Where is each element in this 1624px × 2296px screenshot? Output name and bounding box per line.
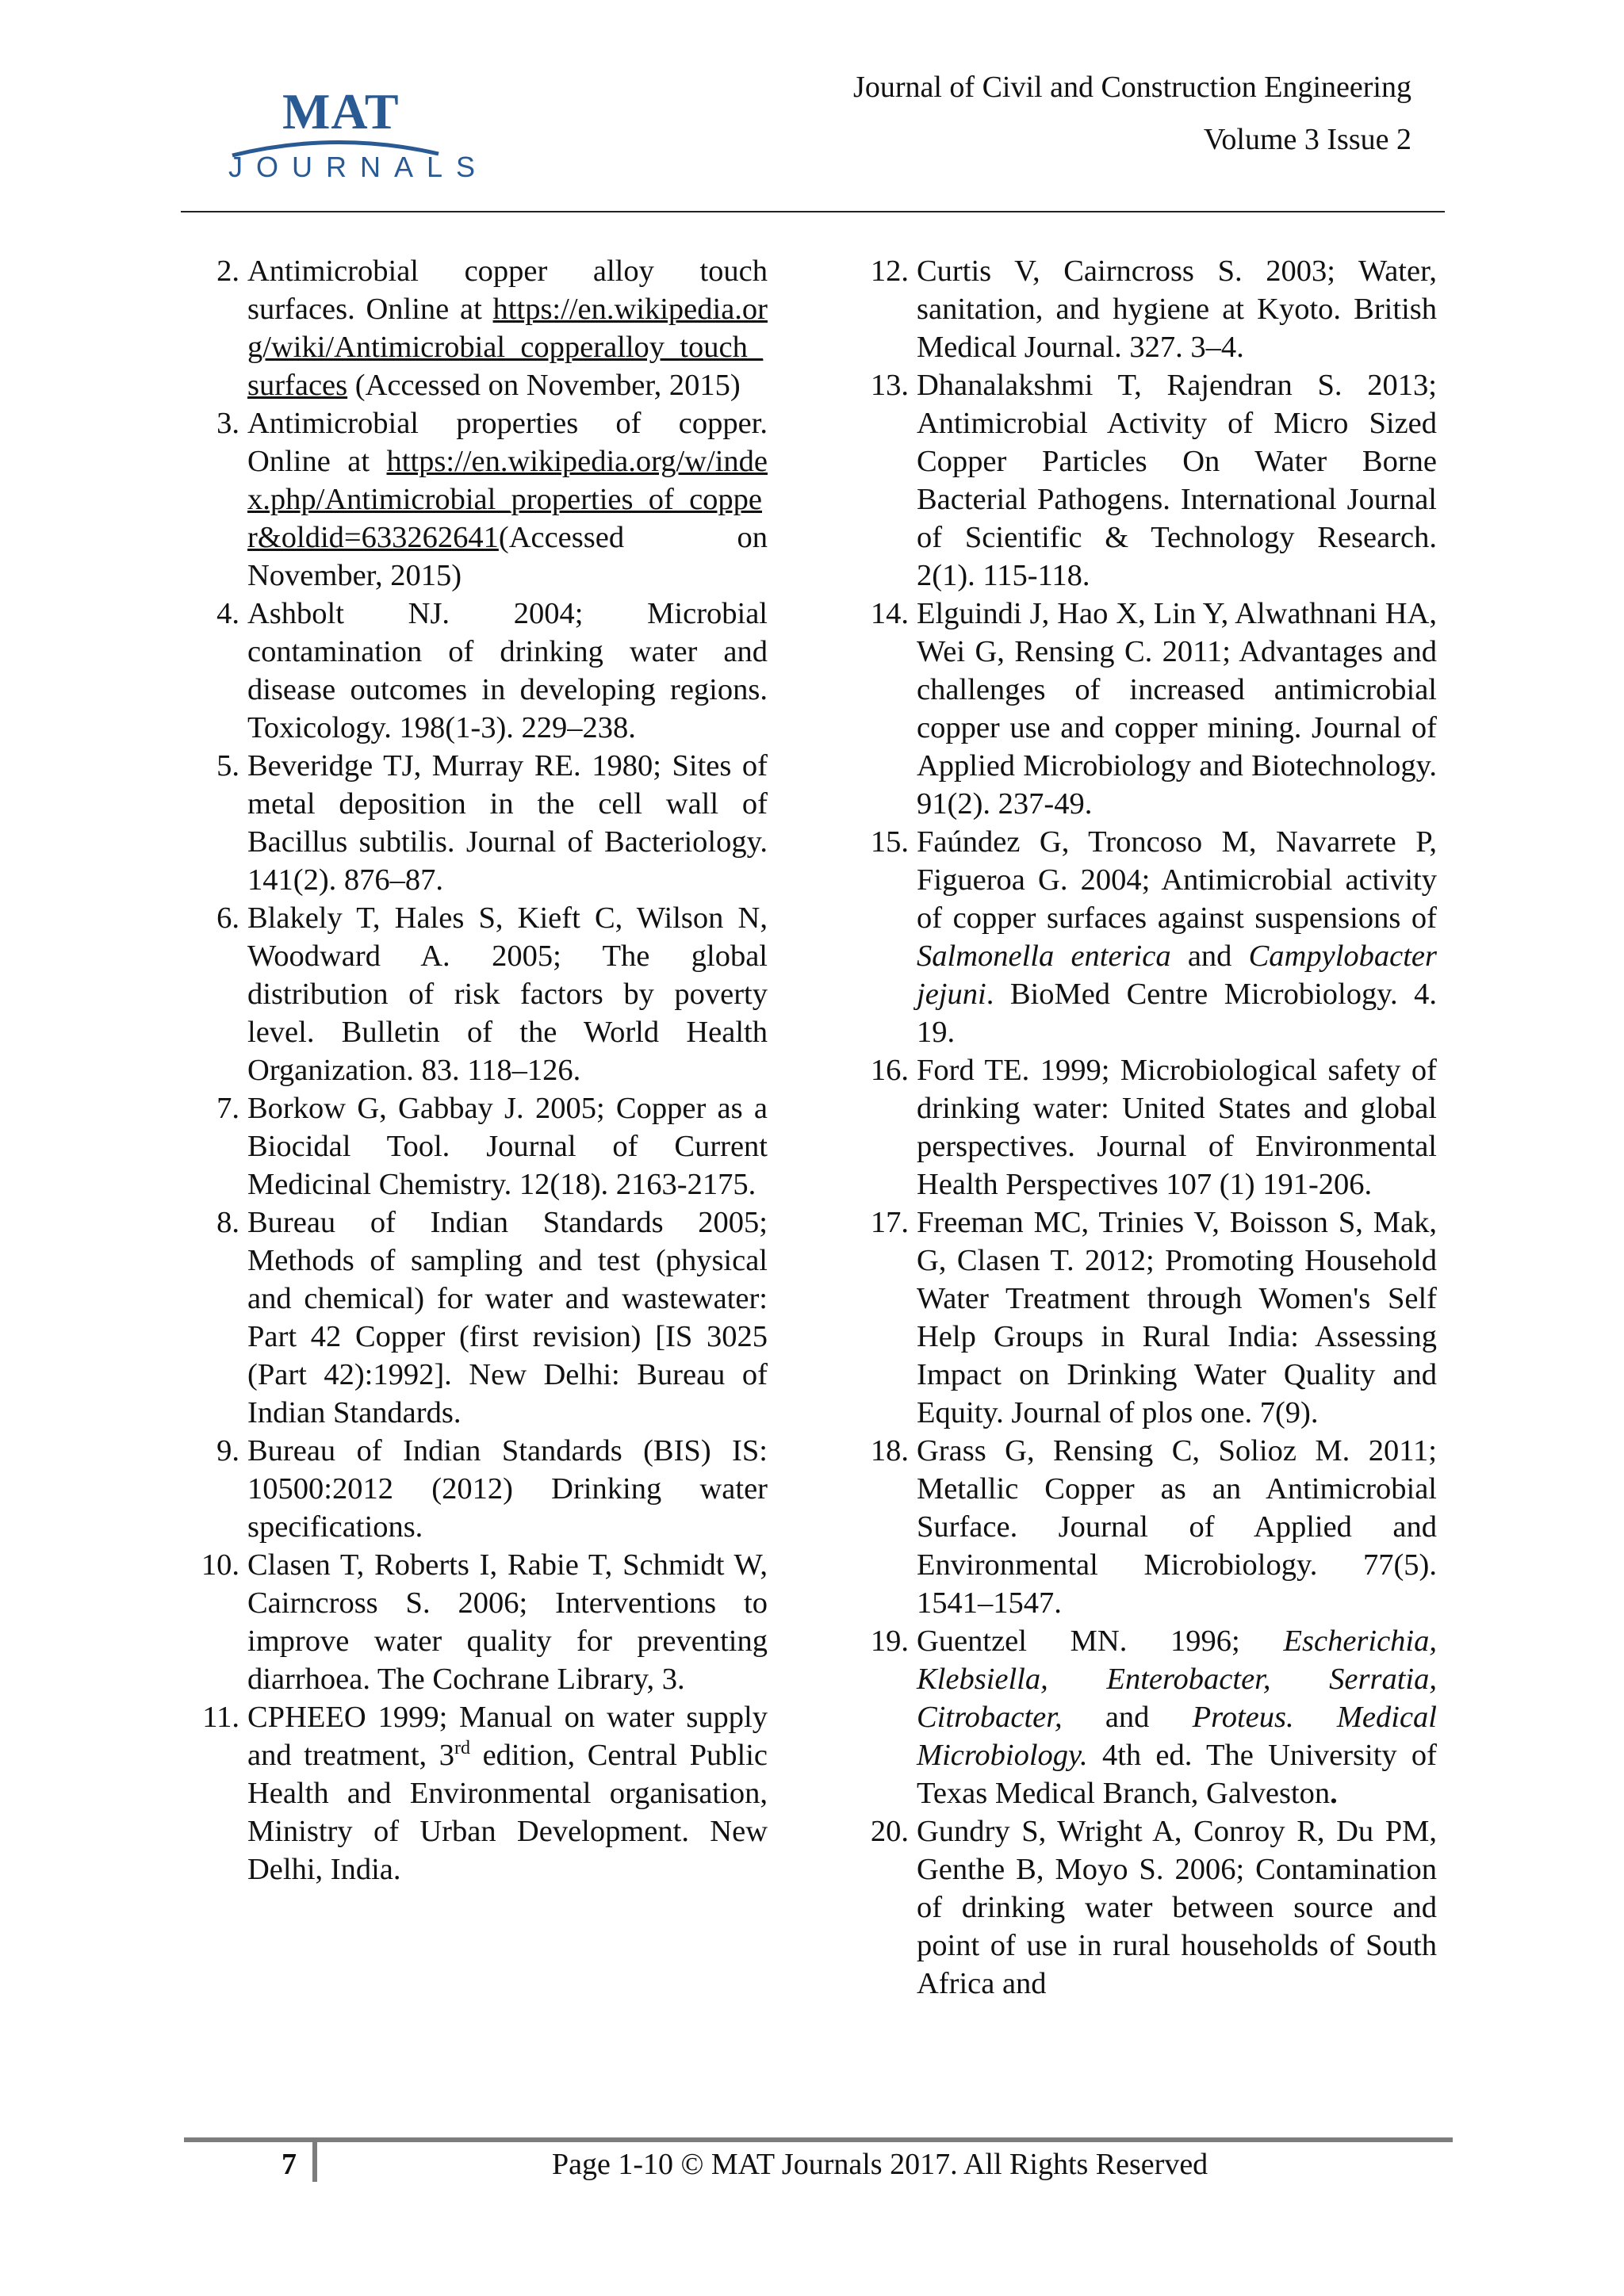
reference-number: 4.	[216, 597, 239, 630]
reference-number: 7.	[216, 1092, 239, 1125]
footer-page-separator	[312, 2142, 317, 2182]
reference-text: Faúndez G, Troncoso M, Navarrete P, Figueroa G. 2004; Antimicrobial activity of copper surfaces against suspensions of	[917, 825, 1437, 935]
reference-text: CPHEEO 1999; Manual on water supply and treatment, 3	[247, 1701, 768, 1772]
header-divider	[181, 211, 1445, 212]
reference-item	[189, 1089, 768, 1203]
reference-item	[858, 252, 1437, 366]
reference-text: 4th ed. The University of Texas Medical Branch, Galveston	[917, 1739, 1437, 1810]
reference-text: Salmonella enterica	[917, 939, 1171, 973]
reference-text: Bureau of Indian Standards 2005; Methods of sampling and test (physical and chemical) for water and wastewater: Part 42 Copper (first revision) [IS 3025 (Part 42):1992]. New Delhi: Bureau of Indian Standards.	[247, 1206, 768, 1429]
reference-text: Beveridge TJ, Murray RE. 1980; Sites of metal deposition in the cell wall of Bacillus subtilis. Journal of Bacteriology. 141(2). 876–87.	[247, 749, 768, 897]
reference-text: Curtis V, Cairncross S. 2003; Water, sanitation, and hygiene at Kyoto. British Medical Journal. 327. 3–4.	[917, 254, 1437, 364]
reference-item	[858, 595, 1437, 823]
reference-item	[189, 1432, 768, 1546]
reference-text: Campylobacter jejuni	[917, 939, 1437, 1011]
reference-number: 14.	[870, 597, 909, 630]
references-left-column	[189, 252, 768, 1888]
reference-item	[858, 1622, 1437, 1812]
reference-text: (Accessed on November, 2015)	[247, 521, 768, 592]
reference-item	[189, 1698, 768, 1888]
reference-text: . BioMed Centre Microbiology. 4. 19.	[917, 978, 1437, 1049]
reference-number: 16.	[870, 1054, 909, 1087]
reference-text: Bureau of Indian Standards (BIS) IS: 10500:2012 (2012) Drinking water specifications.	[247, 1434, 768, 1544]
reference-text: and	[1170, 939, 1249, 973]
reference-text: Antimicrobial properties of copper. Online at	[247, 407, 768, 478]
reference-number: 11.	[202, 1701, 239, 1734]
reference-item	[858, 1432, 1437, 1622]
footer-copyright: Page 1-10 © MAT Journals 2017. All Rights Reserved	[552, 2148, 1208, 2181]
reference-number: 8.	[216, 1206, 239, 1239]
reference-item	[858, 366, 1437, 595]
reference-item	[189, 747, 768, 899]
reference-item	[189, 404, 768, 595]
reference-number: 15.	[870, 825, 909, 859]
logo-journals-text: JOURNALS	[228, 151, 489, 183]
reference-item	[189, 1546, 768, 1698]
references-right-column	[858, 252, 1437, 2003]
reference-item	[858, 1203, 1437, 1432]
reference-link[interactable]: https://en.wikipedia.org/w/index.php/Antimicrobial_properties_of_copper&oldid=633262641	[247, 445, 768, 554]
reference-text: and	[1062, 1701, 1193, 1734]
reference-text: Elguindi J, Hao X, Lin Y, Alwathnani HA, Wei G, Rensing C. 2011; Advantages and challenges of increased antimicrobial copper use and copper mining. Journal of Applied Microbiology and Biotechnology. 91(2). 237-49.	[917, 597, 1437, 821]
publisher-logo	[220, 82, 489, 193]
reference-text: Antimicrobial copper alloy touch surfaces. Online at	[247, 254, 768, 326]
reference-number: 10.	[201, 1548, 239, 1582]
reference-number: 2.	[216, 254, 239, 288]
reference-text: Guentzel MN. 1996;	[917, 1624, 1284, 1658]
reference-text: Gundry S, Wright A, Conroy R, Du PM, Genthe B, Moyo S. 2006; Contamination of drinking water between source and point of use in rural households of South Africa and	[917, 1815, 1437, 2000]
reference-text: Clasen T, Roberts I, Rabie T, Schmidt W, Cairncross S. 2006; Interventions to improve water quality for preventing diarrhoea. The Cochrane Library, 3.	[247, 1548, 768, 1696]
reference-link[interactable]: https://en.wikipedia.org/wiki/Antimicrobial_copperalloy_touch_surfaces	[247, 293, 768, 402]
reference-item	[189, 1203, 768, 1432]
reference-text: Grass G, Rensing C, Solioz M. 2011; Metallic Copper as an Antimicrobial Surface. Journal of Applied and Environmental Microbiology. 77(5). 1541–1547.	[917, 1434, 1437, 1620]
reference-item	[189, 899, 768, 1089]
reference-item	[858, 1812, 1437, 2003]
reference-item	[858, 1051, 1437, 1203]
reference-text: Blakely T, Hales S, Kieft C, Wilson N, Woodward A. 2005; The global distribution of risk factors by poverty level. Bulletin of the World Health Organization. 83. 118–126.	[247, 901, 768, 1087]
reference-number: 3.	[216, 407, 239, 440]
reference-number: 5.	[216, 749, 239, 783]
reference-text: Dhanalakshmi T, Rajendran S. 2013; Antimicrobial Activity of Micro Sized Copper Particles On Water Borne Bacterial Pathogens. International Journal of Scientific & Technology Research. 2(1). 115-118.	[917, 369, 1437, 592]
journal-volume: Volume 3 Issue 2	[1203, 123, 1411, 156]
logo-mat-text: MAT	[282, 83, 400, 140]
reference-text: Proteus. Medical Microbiology.	[917, 1701, 1437, 1772]
reference-item	[189, 252, 768, 404]
reference-number: 13.	[870, 369, 909, 402]
reference-number: 20.	[870, 1815, 909, 1848]
journal-name: Journal of Civil and Construction Engineering	[853, 71, 1411, 104]
reference-number: 9.	[216, 1434, 239, 1468]
footer-divider	[184, 2137, 1453, 2142]
reference-text: rd	[454, 1738, 470, 1758]
reference-number: 17.	[870, 1206, 909, 1239]
reference-number: 19.	[870, 1624, 909, 1658]
reference-item	[189, 595, 768, 747]
reference-text: Freeman MC, Trinies V, Boisson S, Mak, G, Clasen T. 2012; Promoting Household Water Treatment through Women's Self Help Groups in Rural India: Assessing Impact on Drinking Water Quality and Equity. Journal of plos one. 7(9).	[917, 1206, 1437, 1429]
reference-text: Ashbolt NJ. 2004; Microbial contamination of drinking water and disease outcomes in developing regions. Toxicology. 198(1-3). 229–238.	[247, 597, 768, 744]
page-number: 7	[282, 2148, 297, 2181]
reference-text: Borkow G, Gabbay J. 2005; Copper as a Biocidal Tool. Journal of Current Medicinal Chemistry. 12(18). 2163-2175.	[247, 1092, 768, 1201]
reference-number: 6.	[216, 901, 239, 935]
reference-text: Ford TE. 1999; Microbiological safety of drinking water: United States and global perspectives. Journal of Environmental Health Perspectives 107 (1) 191-206.	[917, 1054, 1437, 1201]
reference-number: 12.	[870, 254, 909, 288]
reference-text: Escherichia, Klebsiella, Enterobacter, Serratia, Citrobacter,	[917, 1624, 1437, 1734]
reference-text: edition, Central Public Health and Environmental organisation, Ministry of Urban Development. New Delhi, India.	[247, 1739, 768, 1886]
reference-item	[858, 823, 1437, 1051]
reference-number: 18.	[870, 1434, 909, 1468]
reference-text: .	[1330, 1777, 1338, 1810]
reference-text: (Accessed on November, 2015)	[347, 369, 741, 402]
